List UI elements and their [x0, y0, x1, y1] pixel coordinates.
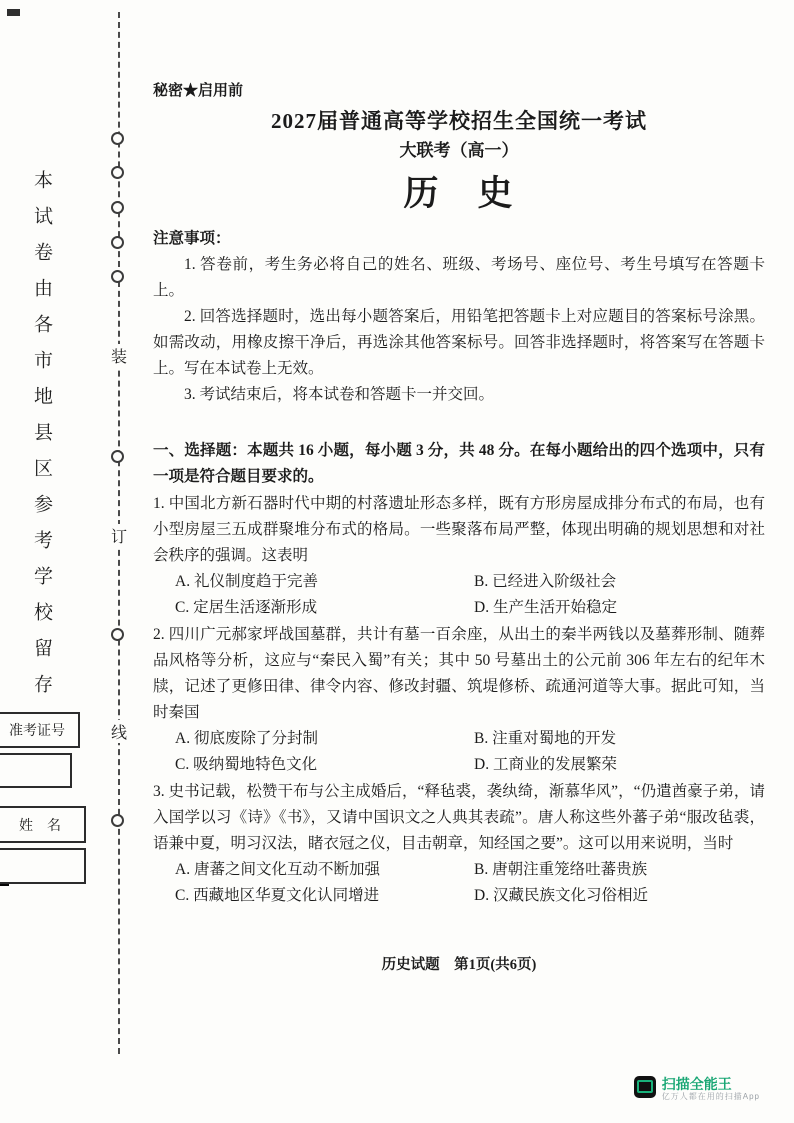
- punch-hole: [111, 814, 124, 827]
- option-a: A. 唐蕃之间文化互动不断加强: [175, 861, 380, 878]
- watermark-brand: 扫描全能王: [661, 1075, 732, 1092]
- page-footer: 历史试题 第1页(共6页): [381, 957, 537, 973]
- notice-heading: 注意事项：: [153, 230, 231, 247]
- notice-item-3: 3. 考试结束后，将本试卷和答题卡一并交回。: [184, 386, 495, 403]
- margin-keep-note: 本试卷由各市地县区参考学校留存: [31, 170, 52, 710]
- option-c: C. 西藏地区华夏文化认同增进: [175, 887, 380, 904]
- name-field: [0, 848, 86, 884]
- option-c: C. 吸纳蜀地特色文化: [175, 756, 318, 773]
- question-3: [153, 779, 765, 909]
- binding-char-zhuang: 装: [107, 344, 131, 367]
- name-label: 姓 名: [19, 818, 61, 834]
- watermark-tagline: 亿万人都在用的扫描App: [661, 1091, 760, 1101]
- admission-number-label: 准考证号: [9, 724, 65, 739]
- name-label-box: [0, 806, 86, 843]
- notice-item-2: 2. 回答选择题时，选出每小题答案后，用铅笔把答题卡上对应题目的答案标号涂黑。如需改动，用橡皮擦干净后，再选涂其他答案标号。回答非选择题时，将答案写在答题卡上。写在本试卷上无效。: [153, 308, 765, 377]
- subject-title: 历 史: [403, 174, 515, 213]
- option-d: D. 工商业的发展繁荣: [474, 756, 617, 773]
- exam-subtitle: 大联考（高一）: [399, 141, 519, 160]
- admission-number-label-box: [0, 712, 80, 748]
- question-3-stem: 3. 史书记载，松赞干布与公主成婚后，“释毡裘，袭纨绮，渐慕华风”，“仍遣酋豪子弟，请入国学以习《诗》《书》，又请中国识文之人典其表疏”。唐人称这些外蕃子弟“服改毡裘，语兼中夏，明习汉法，睹衣冠之仪，目击朝章，知经国之要”。这可以用来说明，当时: [153, 783, 765, 852]
- question-1-options: [153, 569, 765, 621]
- option-b: B. 唐朝注重笼络吐蕃贵族: [474, 861, 648, 878]
- option-a: A. 礼仪制度趋于完善: [175, 573, 318, 590]
- punch-hole: [111, 236, 124, 249]
- section-heading: 一、选择题：本题共 16 小题，每小题 3 分，共 48 分。在每小题给出的四个选项中，只有一项是符合题目要求的。: [153, 442, 765, 485]
- classification-label: 秘密★启用前: [153, 83, 244, 99]
- exam-title: 2027届普通高等学校招生全国统一考试: [271, 109, 647, 133]
- punch-hole: [111, 201, 124, 214]
- binding-char-ding: 订: [107, 524, 131, 547]
- option-c: C. 定居生活逐渐形成: [175, 599, 318, 616]
- scan-corner-mark: [7, 9, 20, 16]
- punch-hole: [111, 450, 124, 463]
- option-a: A. 彻底废除了分封制: [175, 730, 318, 747]
- notice-item-1: 1. 答卷前，考生务必将自己的姓名、班级、考场号、座位号、考生号填写在答题卡上。: [153, 256, 765, 299]
- option-d: D. 生产生活开始稳定: [474, 599, 617, 616]
- question-2-stem: 2. 四川广元郝家坪战国墓群，共计有墓一百余座，从出土的秦半两钱以及墓葬形制、随葬品风格等分析，这应与“秦民入蜀”有关；其中 50 号墓出土的公元前 306 年左右的纪年木牍，记述了更修田律、律令内容、修改封疆、筑堤修桥、疏通河道等大事。据此可知，当时秦国: [153, 626, 765, 721]
- punch-hole: [111, 166, 124, 179]
- punch-hole: [111, 132, 124, 145]
- scanner-watermark: [634, 1076, 760, 1101]
- binding-char-xian: 线: [107, 720, 131, 743]
- main-content: [153, 80, 765, 909]
- option-d: D. 汉藏民族文化习俗相近: [474, 887, 648, 904]
- punch-hole: [111, 628, 124, 641]
- question-2-options: [153, 726, 765, 778]
- punch-hole: [111, 270, 124, 283]
- option-b: B. 已经进入阶级社会: [474, 573, 617, 590]
- question-3-options: [153, 857, 765, 909]
- camscanner-icon: [634, 1076, 656, 1098]
- question-2: [153, 622, 765, 778]
- admission-number-field: [0, 753, 72, 788]
- question-1: [153, 491, 765, 621]
- question-1-stem: 1. 中国北方新石器时代中期的村落遗址形态多样，既有方形房屋成排分布式的布局，也有小型房屋三五成群聚堆分布式的格局。一些聚落布局严整，体现出明确的规划思想和对社会秩序的强调。这表明: [153, 495, 765, 564]
- option-b: B. 注重对蜀地的开发: [474, 730, 617, 747]
